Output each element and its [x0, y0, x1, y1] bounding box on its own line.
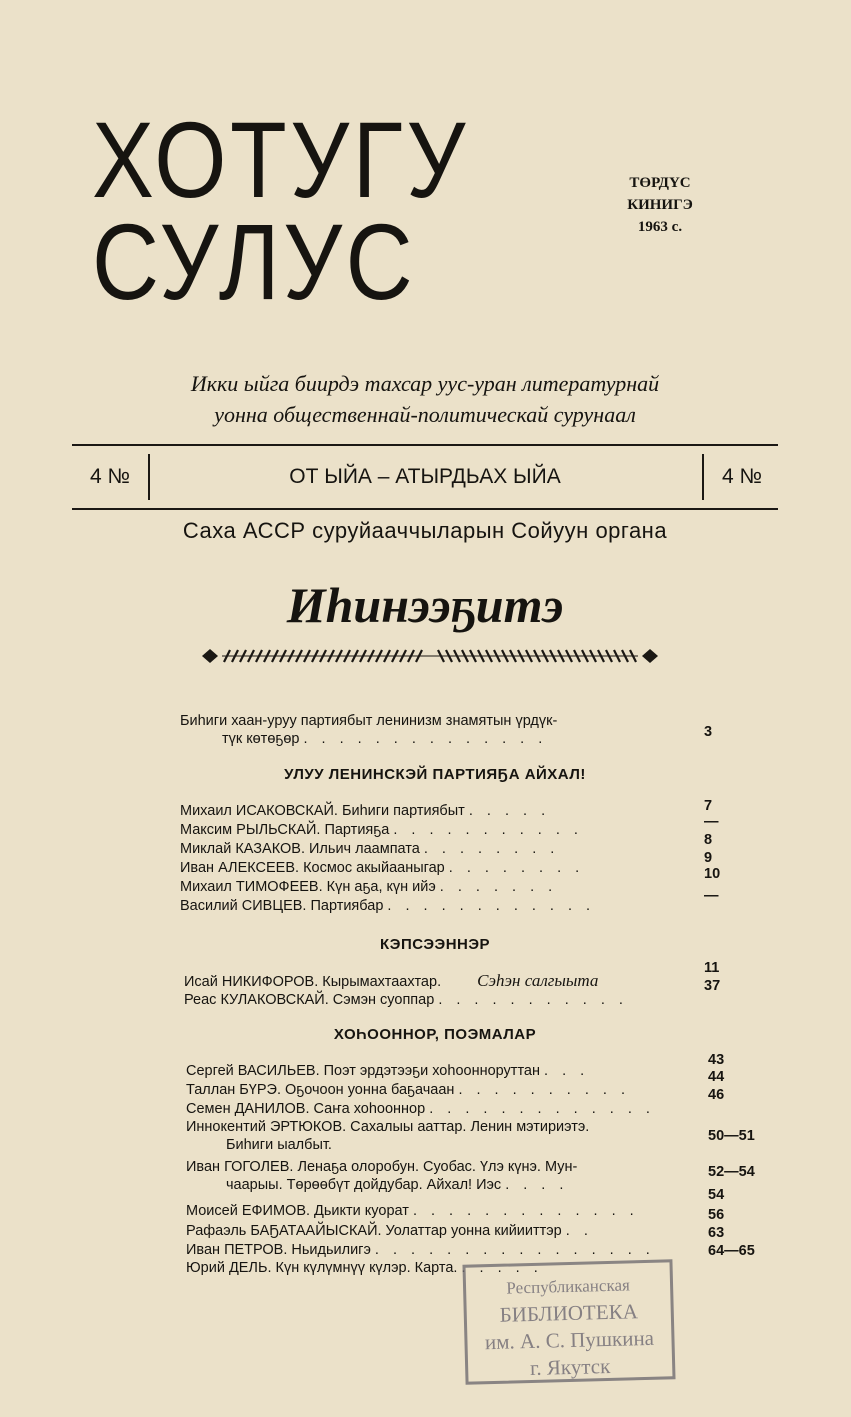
toc-item: Миклай КАЗАКОВ. Ильич лаампата . . . . . . . . — [180, 841, 560, 857]
toc-item-page: — — [704, 888, 719, 904]
toc-item: Моисей ЕФИМОВ. Дьикти куорат . . . . . . . . . . . . . — [186, 1203, 639, 1219]
journal-title-line-1: ХОТУГУ — [92, 99, 469, 220]
subtitle-line-1: Икки ыйга биирдэ тахсар уус-уран литературнай — [190, 371, 660, 396]
band-number-left: 4 № — [72, 454, 150, 500]
toc-item-page: 52—54 — [708, 1164, 755, 1180]
toc-section-heading: КЭПСЭЭННЭР — [379, 936, 491, 953]
toc-item-page: 50—51 — [708, 1128, 755, 1144]
stamp-line-2: БИБЛИОТЕКА — [499, 1299, 639, 1327]
toc-item-page: 63 — [708, 1225, 725, 1241]
toc-item-page: 64—65 — [708, 1243, 755, 1259]
toc-item-page: 10 — [704, 866, 721, 882]
journal-title-line-2: СУЛУС — [92, 201, 417, 322]
toc-item-page: 43 — [708, 1052, 725, 1068]
issue-info — [610, 172, 710, 238]
toc-intro-line-2: түк көтөҕөр . . . . . . . . . . . . . . — [222, 731, 548, 747]
toc-section-heading: ХОҺООННОР, ПОЭМАЛАР — [333, 1026, 537, 1043]
toc-item: Михаил ИСАКОВСКАЙ. Биһиги партиябыт . . . . . — [180, 803, 551, 819]
toc-item: Реас КУЛАКОВСКАЙ. Сэмэн суоппар . . . . . . . . . . . — [184, 992, 628, 1008]
toc-item-page: 9 — [704, 850, 713, 866]
toc-item: Семен ДАНИЛОВ. Саҥа хоһооннор . . . . . . . . . . . . . — [186, 1101, 655, 1117]
toc-item-page: 37 — [704, 978, 721, 994]
issue-number: ТӨРДҮС — [629, 175, 691, 191]
stamp-line-1: Республиканская — [506, 1275, 631, 1298]
journal-subtitle — [90, 368, 760, 430]
toc-item: Юрий ДЕЛЬ. Күн күлүмнүү күлэр. Карта. . . . . . — [186, 1260, 543, 1276]
band-number-right: 4 № — [702, 454, 780, 500]
toc-item-page: 44 — [708, 1069, 725, 1085]
toc-item-page: 54 — [708, 1187, 725, 1203]
toc-intro-line-1: Биһиги хаан-уруу партиябыт ленинизм знамятын үрдүк- — [180, 713, 558, 729]
toc-item: Исай НИКИФОРОВ. Кырымахтаахтар. Сэһэн салгыыта — [184, 971, 599, 990]
stamp-line-3: им. А. С. Пушкина — [484, 1325, 655, 1355]
toc-item: Сергей ВАСИЛЬЕВ. Поэт эрдэтээҕи хоһоонноруттан . . . — [186, 1063, 590, 1079]
issue-band — [72, 444, 778, 510]
toc-item: Таллан БҮРЭ. Оҕочоон уонна баҕачаан . . . . . . . . . . — [186, 1082, 630, 1098]
toc-item: Иван ГОГОЛЕВ. Ленаҕа олоробун. Суобас. Үлэ күнэ. Мун- — [186, 1159, 578, 1175]
toc-section-heading: УЛУУ ЛЕНИНСКЭЙ ПАРТИЯҔА АЙХАЛ! — [284, 766, 586, 783]
toc-item-page: 8 — [704, 832, 713, 848]
toc-item-page: 11 — [704, 960, 720, 976]
issue-year: 1963 с. — [637, 219, 683, 235]
stamp-line-4: г. Якутск — [529, 1353, 611, 1381]
toc-item-continuation: Биһиги ыалбыт. — [226, 1137, 332, 1153]
library-stamp — [462, 1259, 675, 1384]
subtitle-line-2: уонна общественнай-политическай сурунаал — [214, 402, 636, 427]
toc-item: Рафаэль БАҔАТААЙЫСКАЙ. Уолаттар уонна кийииттэр . . — [186, 1223, 593, 1239]
toc-item-continuation: чаарыы. Төрөөбүт дойдубар. Айхал! Иэс . . . . — [226, 1177, 569, 1193]
toc-item: Максим РЫЛЬСКАЙ. Партияҕа . . . . . . . . . . . — [180, 822, 583, 838]
organ-line: Саха АССР суруйааччыларын Сойуун органа — [182, 518, 668, 543]
band-months: ОТ ЫЙА – АТЫРДЬАХ ЫЙА — [289, 465, 561, 488]
toc-item: Иван АЛЕКСЕЕВ. Космос акыйааныгар . . . . . . . . — [180, 860, 585, 876]
toc-item: Михаил ТИМОФЕЕВ. Күн аҕа, күн ийэ . . . . . . . — [180, 879, 558, 895]
toc-item-page: — — [704, 814, 719, 830]
toc-item: Василий СИВЦЕВ. Партиябар . . . . . . . . . . . . — [180, 898, 596, 914]
toc-item-page: 7 — [704, 798, 713, 814]
toc-item: Иннокентий ЭРТЮКОВ. Сахалыы ааттар. Ленин мэтириэтэ. — [186, 1119, 590, 1135]
contents-heading: Иһинээҕитэ — [286, 577, 564, 633]
toc-intro-title: түк көтөҕөр — [222, 731, 300, 747]
toc-intro-page: 3 — [704, 724, 713, 740]
toc-item-page: 46 — [708, 1087, 725, 1103]
toc-item-page: 56 — [708, 1207, 725, 1223]
toc-item: Иван ПЕТРОВ. Ньидьилигэ . . . . . . . . . . . . . . . . — [186, 1242, 655, 1258]
issue-book: КИНИГЭ — [627, 197, 693, 213]
ornament-divider — [200, 645, 660, 667]
